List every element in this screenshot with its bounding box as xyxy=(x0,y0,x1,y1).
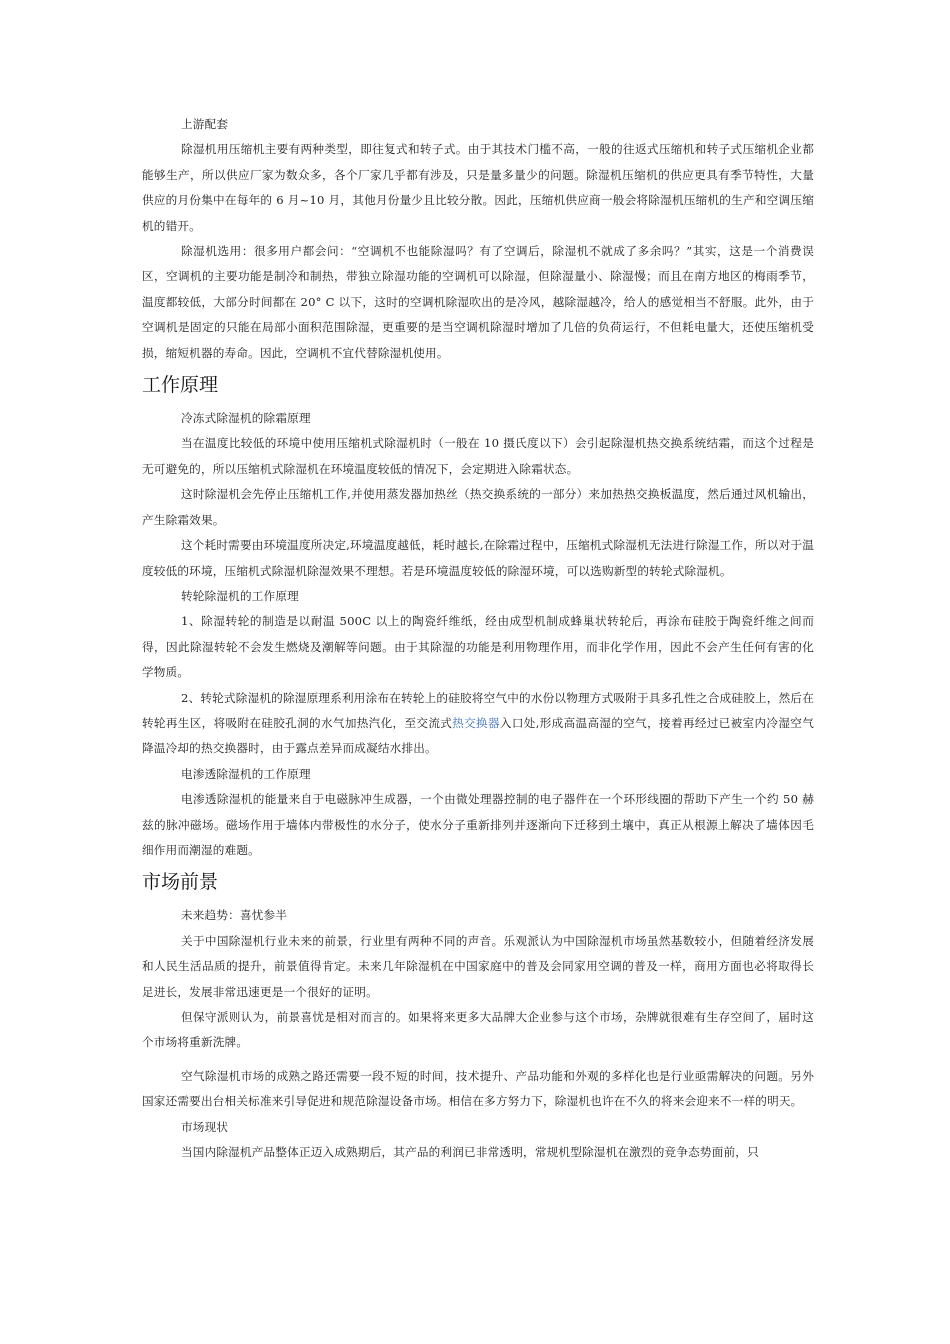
paragraph-gap xyxy=(142,1056,814,1064)
paragraph-defrost-2: 这时除湿机会先停止压缩机工作,并使用蒸发器加热丝（热交换系统的一部分）来加热热交换板温度，然后通过风机输出，产生除霜效果。 xyxy=(142,487,814,527)
subtitle-electroosmosis-principle: 电渗透除湿机的工作原理 xyxy=(181,766,311,781)
heat-exchanger-link[interactable]: 热交换器 xyxy=(452,715,500,730)
heading-working-principle: 工作原理 xyxy=(142,374,219,397)
paragraph-defrost-1: 当在温度比较低的环境中使用压缩机式除湿机时（一般在 10 摄氏度以下）会引起除湿机热交换系统结霜，而这个过程是无可避免的，所以压缩机式除湿机在环境温度较低的情况下，会定期进入除霜状态。 xyxy=(142,436,814,476)
paragraph-rotary-2-text-a: 2、转轮式除湿机的除湿原理系利用涂布在转轮上的硅胶将空气中的水份以物理方式吸附于具多孔性之合成硅胶上，然后在转轮再生区，将吸附在硅胶孔洞的水气加热汽化，至交流式 xyxy=(142,690,814,730)
subtitle-future-trend: 未来趋势：喜忧参半 xyxy=(181,908,288,923)
subtitle-rotary-principle: 转轮除湿机的工作原理 xyxy=(181,588,299,603)
paragraph-market-status: 当国内除湿机产品整体正迈入成熟期后，其产品的利润已非常透明，常规机型除湿机在激烈的竞争态势面前，只 xyxy=(181,1145,759,1160)
heading-market-outlook: 市场前景 xyxy=(142,871,219,894)
paragraph-future-1: 关于中国除湿机行业未来的前景，行业里有两种不同的声音。乐观派认为中国除湿机市场虽然基数较小，但随着经济发展和人民生活品质的提升，前景值得肯定。未来几年除湿机在中国家庭中的普及会同家用空调的普及一样，商用方面也必将取得长足进长，发展非常迅速更是一个很好的证明。 xyxy=(142,933,814,999)
subtitle-defrost-principle: 冷冻式除湿机的除霜原理 xyxy=(181,411,311,426)
paragraph-rotary-1: 1、除湿转轮的制造是以耐温 500C 以上的陶瓷纤维纸，经由成型机制成蜂巢状转轮后，再涂布硅胶于陶瓷纤维之间而得，因此除湿转轮不会发生燃烧及潮解等问题。由于其除湿的功能是利用物理作用，而非化学作用，因此不会产生任何有害的化学物质。 xyxy=(142,614,814,680)
document-page xyxy=(142,112,814,1165)
paragraph-electroosmosis: 电渗透除湿机的能量来自于电磁脉冲生成器，一个由微处理器控制的电子器件在一个环形线圈的帮助下产生一个约 50 赫兹的脉冲磁场。磁场作用于墙体内带极性的水分子，使水分子重新排列并逐渐向下迁移到土壤中，真正从根源上解决了墙体因毛细作用而潮湿的难题。 xyxy=(142,792,814,857)
paragraph-future-3: 空气除湿机市场的成熟之路还需要一段不短的时间，技术提升、产品功能和外观的多样化也是行业亟需解决的问题。另外国家还需要出台相关标准来引导促进和规范除湿设备市场。相信在多方努力下，除湿机也许在不久的将来会迎来不一样的明天。 xyxy=(142,1068,814,1109)
paragraph-defrost-3: 这个耗时需要由环境温度所决定,环境温度越低，耗时越长,在除霜过程中，压缩机式除湿机无法进行除湿工作，所以对于温度较低的环境，压缩机式除湿机除湿效果不理想。若是环境温度较低的除湿环境，可以选购新型的转轮式除湿机。 xyxy=(142,538,814,578)
paragraph-dehumidifier-selection: 除湿机选用：很多用户都会问：“空调机不也能除湿吗？有了空调后，除湿机不就成了多余吗？”其实，这是一个消费误区，空调机的主要功能是制冷和制热，带独立除湿功能的空调机可以除湿，但除湿量小、除湿慢；而且在南方地区的梅雨季节，温度都较低，大部分时间都在 20° C 以下，这时的空调机除湿吹出的是冷风，越除湿越冷，给人的感觉相当不舒服。此外，由于空调机是固定的只能在局部小面积范围除湿，更重要的是当空调机除湿时增加了几倍的负荷运行，不但耗电量大，还使压缩机受损，缩短机器的寿命。因此，空调机不宜代替除湿机使用。 xyxy=(142,244,814,360)
subtitle-market-status: 市场现状 xyxy=(181,1119,229,1134)
paragraph-rotary-2-text-b: 入口处,形成高温高湿的空气，接着再经过已被室内冷湿空气降温冷却的热交换器时，由于露点差异而成凝结水排出。 xyxy=(142,715,814,756)
paragraph-rotary-2 xyxy=(142,686,814,762)
paragraph-future-2: 但保守派则认为，前景喜忧是相对而言的。如果将来更多大品牌大企业参与这个市场，杂牌就很难有生存空间了，届时这个市场将重新洗牌。 xyxy=(142,1010,814,1050)
subtitle-upstream: 上游配套 xyxy=(181,117,229,131)
paragraph-compressor-types: 除湿机用压缩机主要有两种类型，即往复式和转子式。由于其技术门槛不高，一般的往返式压缩机和转子式压缩机企业都能够生产，所以供应厂家为数众多，各个厂家几乎都有涉及，只是量多量少的问题。除湿机压缩机的供应更具有季节特性，大量供应的月份集中在每年的 6 月~10 月，其他月份量少且比较分散。因此，压缩机供应商一般会将除湿机压缩机的生产和空调压缩机的错开。 xyxy=(142,142,814,233)
